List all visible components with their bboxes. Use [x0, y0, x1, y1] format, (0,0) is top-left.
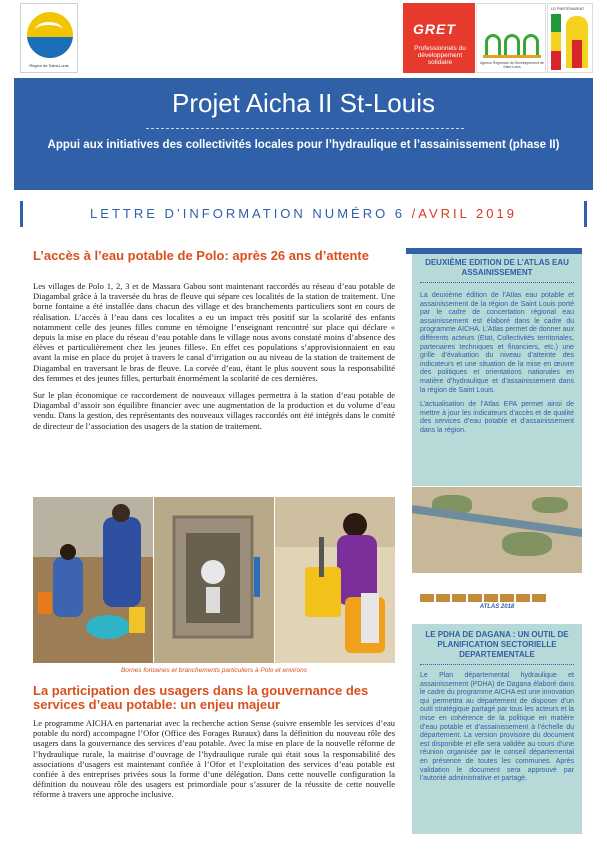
newsletter-number: LETTRE D’INFORMATION NUMÉRO 6 [90, 206, 412, 221]
article1-body [33, 281, 395, 438]
photo-girl-filling-jerrycan [275, 497, 395, 663]
atlas-sidebar [412, 254, 582, 486]
partnership-logo-caption: LE PARTENARIAT [551, 6, 585, 11]
gret-logo-tagline: Professionnels du développement solidaire [414, 45, 466, 66]
article1-title: L’accès à l’eau potable de Polo: après 26 ans d’attente [33, 248, 369, 263]
newsletter-label [23, 206, 584, 221]
region-logo-caption: Région de Saint-Louis [29, 63, 69, 68]
photo-strip [33, 497, 395, 663]
arch-icon [485, 34, 501, 56]
partnership-logo [547, 3, 593, 73]
article2-title: La participation des usagers dans la gouvernance des services d’eau potable: un enjeu majeur [33, 683, 369, 712]
atlas-sidebar-paragraph: L’actualisation de l’Atlas EPA permet ainsi de mettre à jour les indicateurs d’accès et de qualité des services d’eau potable et d’assainissement dans la région. [420, 401, 574, 434]
newsletter-strip [20, 201, 587, 227]
flag-icon [551, 14, 561, 70]
article1-paragraph: Sur le plan économique ce raccordement de nouveaux villages permettra à la station d’eau potable de Diagambal d’assoir son équilibre financier avec une augmentation de la production et du volume d’eau vendu. Dans la gestion, des représentants des nouveaux villages raccordés ont été intégrés dans le comité de directeur de l’association des usagers de la station de traitement. [33, 390, 395, 431]
ard-logo [476, 3, 546, 73]
atlas-thumbnails [420, 589, 574, 597]
photo-caption: Bornes fontaines et branchements particuliers à Polo et environs [120, 667, 308, 674]
gret-logo-name: GRET [413, 21, 456, 37]
pdha-sidebar [412, 624, 582, 834]
title-banner [14, 78, 593, 190]
sidebar-divider [420, 282, 574, 283]
pelican-icon [27, 12, 73, 58]
sidebar-divider [420, 664, 574, 665]
photo-women-at-fountain [33, 497, 153, 663]
arch-icon [504, 34, 520, 56]
banner-divider [146, 128, 464, 129]
atlas-sidebar-paragraph: La deuxième édition de l’Atlas eau potable et assainissement de la région de Saint Louis porté par le cadre de concertation régional eau assainissement est élaboré dans le cadre du programme AICHA. L’Atlas permet de donner aux différents acteurs (Etat, Collectivités territoriales, partenaires techniques et financiers, etc.) une grille d’évaluation du niveau d’atteinte des indicateurs et une situation de la mise en œuvre des politiques et orientations nationales en matière d’hydraulique et d’assainissement dans la région de Saint Louis. [420, 292, 574, 394]
pdha-sidebar-title: LE PDHA DE DAGANA : UN OUTIL DE PLANIFICATION SECTORIELLE DEPARTEMENTALE [425, 630, 569, 659]
article1-paragraph: Les villages de Polo 1, 2, 3 et de Massara Gabou sont maintenant raccordés au réseau d’eau potable de Diagambal grâce à la traversée du bras de fleuve qui sépare ces localités de la station de traitement. Une borne fontaine a été installée dans chacun des village et des branchements particuliers sont en cours de réalisation. L’accès à l’eau dans ces localites a eu un impact très positif sur la scolarité des enfants notamment celle des jeunes filles comme en témoigne l’enseignant rencontré sur place qui déclare « depuis la mise en place du réseau d’eau potable dans le village nous avons constaté moins d’absence des élèves et particulièrement chez les jeunes filles». En effet ces populations s’approvisionnaient en eau avant la mise en place du projet à travers le canal d’irrigation ou au niveau de la station de traitement de Diagambal en traversant le bras de fleuve. La corvée d’eau, étant le plus souvent sous la responsabilité des femmes et des jeunes filles, perturbait énormément la scolarité de ces dernières. [33, 281, 395, 383]
photo-water-meter [154, 497, 274, 663]
article2-body [33, 718, 395, 807]
atlas-sidebar-title: DEUXIÈME EDITION DE L’ATLAS EAU ASSAINISSEMENT [425, 258, 569, 277]
arch-icon [523, 34, 539, 56]
atlas-label: ATLAS 2018 [479, 604, 515, 610]
region-logo [20, 3, 78, 73]
page-title: Projet Aicha II St-Louis [171, 88, 436, 118]
atlas-sidebar-body [420, 292, 574, 442]
gret-logo [403, 3, 475, 73]
atlas-cover-map [412, 487, 582, 613]
pdha-sidebar-body [420, 672, 574, 790]
newsletter-date: /AVRIL 2019 [411, 206, 517, 221]
article2-paragraph: Le programme AICHA en partenariat avec la recherche action Sense (suivre ensemble les services d’eau potable du nord) accompagne l’Ofor (Office des Forages Ruraux) dans la définition du nouveau rôle des usagers dans la gouvernance des services d’eau potable. Avec la mise en place de la nouvelle réforme de l’hydraulique rurale, la maitrise d’ouvrage de l’hydraulique rurale qui était sous la responsabilité des associations d’usagers est maintenant confiée à l’Ofor et l’exploitation des services d’eau potable est confiée à des entreprises privées sous la forme d’une délégation. Dans cette nouvelle configuration la définition du nouveau rôle des usagers est primordiale pour s’assurer de la réussite de cette nouvelle réforme à travers une approche inclusive. [33, 718, 395, 800]
page-subtitle: Appui aux initiatives des collectivités locales pour l’hydraulique et l’assainissement (phase II) [47, 139, 560, 151]
ard-logo-caption: Agence Régionale de Développement de Saint-Louis [480, 61, 544, 69]
pdha-sidebar-paragraph: Le Plan départemental hydraulique et assainissement (PDHA) de Dagana élaboré dans le cadre du programme AICHA est une innovation qui permettra au département de disposer d’un outil stratégique partagé par tous les acteurs et la mise en cohérence de la politique en matière d’eau potable et d’assainissement à l’échelle du département. La version provisoire du document est disponible et elle sera validée au cours d’une réunion organisée par le conseil départemental en présence de toutes les communes. Après validation le document sera approuvé par l’autorité administrative et partagé. [420, 672, 574, 783]
